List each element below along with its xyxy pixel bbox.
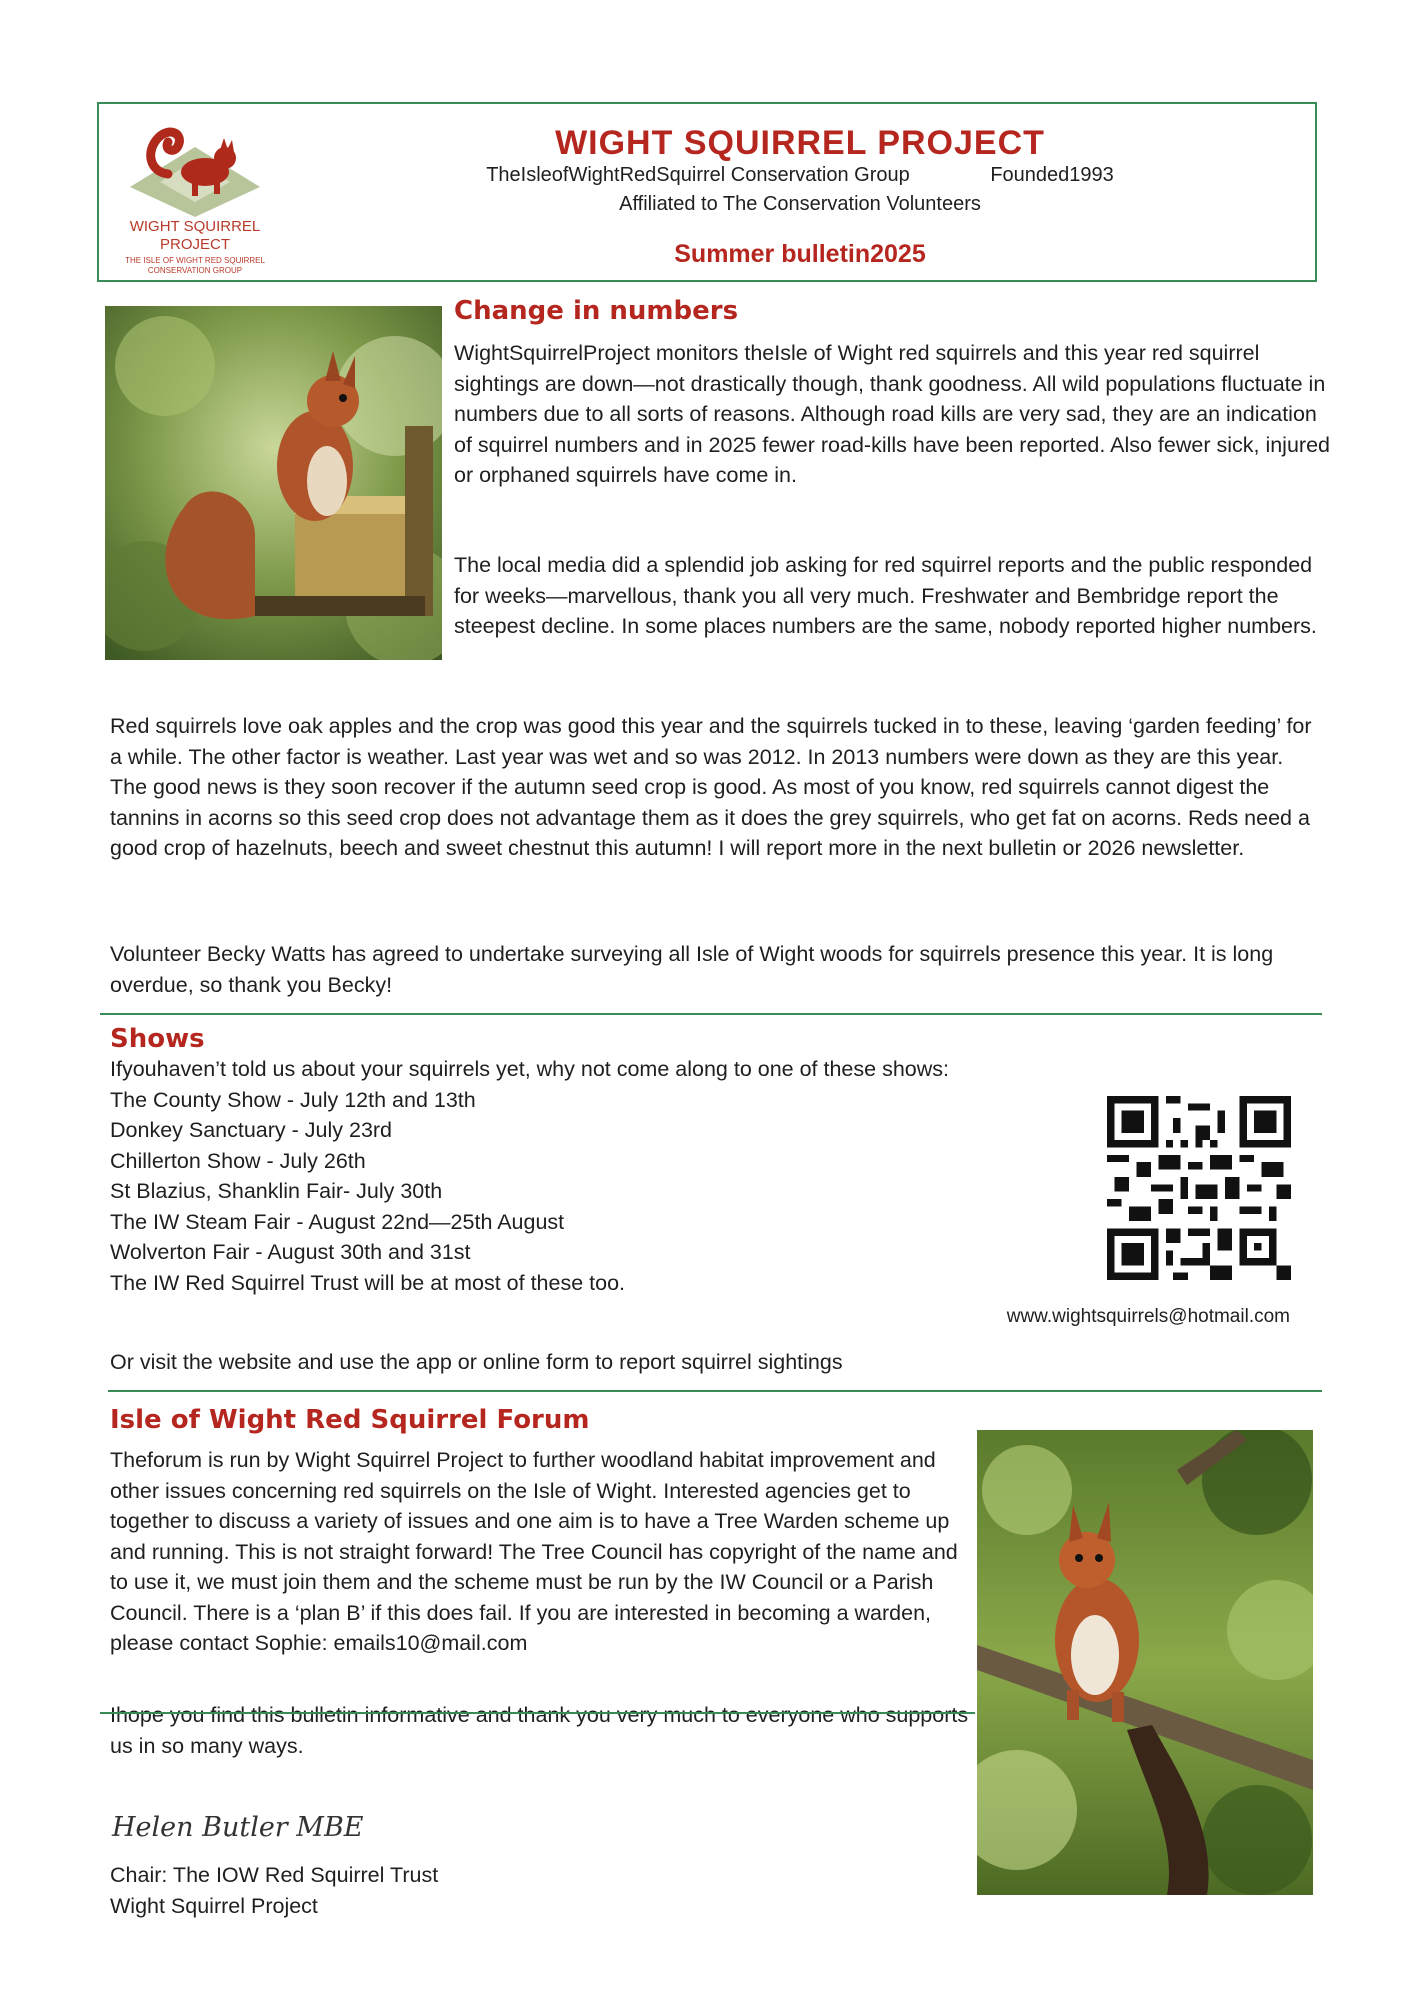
qr-code-icon: [1107, 1096, 1291, 1280]
website-note: Or visit the website and use the app or online form to report squirrel sightings: [110, 1350, 843, 1374]
signoff-role: Chair: The IOW Red Squirrel Trust: [110, 1863, 439, 1887]
logo-line3: THE ISLE OF WIGHT RED SQUIRREL: [125, 256, 265, 265]
qr-code[interactable]: [1107, 1096, 1291, 1280]
affiliation: Affiliated to The Conservation Volunteers: [619, 193, 981, 215]
bulletin-title: Summer bulletin2025: [674, 240, 926, 268]
change-para-1: WightSquirrelProject monitors theIsle of Wight red squirrels and this year red squirrel sightings are down—not drastically though, thank goodness. All wild populations fluctuate in numbers due to all sorts of reasons. Although road kills are very sad, they are an indication of squirrel numbers and in 2025 fewer road-kills have been reported. Also fewer sick, injured or orphaned squirrels have come in.: [454, 341, 1330, 487]
change-para-4: Volunteer Becky Watts has agreed to undertake surveying all Isle of Wight woods for squirrels presence this year. It is long overdue, so thank you Becky!: [110, 942, 1274, 997]
squirrel-logo-icon: [120, 112, 270, 222]
contact-email-link[interactable]: www.wightsquirrels@hotmail.com: [1006, 1306, 1290, 1327]
section-heading: Change in numbers: [454, 296, 739, 326]
group-name: TheIsleofWightRedSquirrel Conservation Group: [486, 164, 910, 186]
header-subtitle: [300, 164, 1300, 187]
logo-line4: CONSERVATION GROUP: [147, 266, 243, 275]
list-item: The County Show - July 12th and 13th: [110, 1087, 476, 1112]
signoff-block: [110, 1860, 810, 1921]
section-heading: Isle of Wight Red Squirrel Forum: [110, 1405, 590, 1435]
strike-line: [100, 1712, 975, 1714]
section-heading: Shows: [110, 1024, 205, 1054]
founded-year: Founded1993: [990, 164, 1114, 186]
list-item: St Blazius, Shanklin Fair- July 30th: [110, 1179, 443, 1203]
list-item: Donkey Sanctuary - July 23rd: [110, 1118, 393, 1142]
shows-intro: Ifyouhaven’t told us about your squirrels yet, why not come along to one of these shows:: [110, 1057, 949, 1081]
shows-list: [110, 1054, 949, 1298]
page-title: WIGHT SQUIRREL PROJECT: [555, 124, 1045, 162]
shows-section: [110, 1024, 949, 1298]
logo-line2: PROJECT: [159, 236, 230, 253]
squirrel-on-branch-photo: [977, 1430, 1313, 1895]
change-para-3: Red squirrels love oak apples and the crop was good this year and the squirrels tucked in to these, leaving ‘garden feeding’ for a while. The other factor is weather. Last year was wet and so was 2012. In 2013 numbers were down as they are this year. The good news is they soon recover if the autumn seed crop is good. As most of you know, red squirrels cannot digest the tannins in acorns so this seed crop does not advantage them as it does the grey squirrels, who get fat on acorns. Reds need a good crop of hazelnuts, beech and sweet chestnut this autumn! I will report more in the next bulletin or 2026 newsletter.: [110, 714, 1312, 860]
list-item: Wolverton Fair - August 30th and 31st: [110, 1240, 471, 1264]
forum-section: [110, 1405, 990, 1435]
forum-para-1: Theforum is run by Wight Squirrel Project to further woodland habitat improvement and other issues concerning red squirrels on the Isle of Wight. Interested agencies get to together to discuss a variety of issues and one aim is to have a Tree Warden scheme up and running. This is not straight forward! The Tree Council has copyright of the name and to use it, we must join them and the scheme must be run by the IW Council or a Parish Council. There is a ‘plan B’ if this does fail. If you are interested in becoming a warden, please contact Sophie: emails10@mail.com: [110, 1448, 958, 1655]
forum-para-2: Ihope you find this bulletin informative and thank you very much to everyone who supports us in so many ways.: [110, 1703, 969, 1758]
signature: Helen Butler MBE: [112, 1812, 364, 1843]
list-item: Chillerton Show - July 26th: [110, 1148, 366, 1173]
project-logo: [120, 112, 270, 277]
section-divider: [100, 1013, 1322, 1015]
change-in-numbers-section: [454, 296, 1334, 326]
change-para-2: The local media did a splendid job asking for red squirrel reports and the public responded for weeks—marvellous, thank you all very much. Freshwater and Bembridge report the steepest decline. In some places numbers are the same, nobody reported higher numbers.: [454, 553, 1317, 638]
section-divider: [108, 1390, 1322, 1392]
list-item: The IW Steam Fair - August 22nd—25th August: [110, 1209, 565, 1234]
signoff-role: Wight Squirrel Project: [110, 1893, 318, 1918]
list-item: The IW Red Squirrel Trust will be at most of these too.: [110, 1270, 626, 1295]
squirrel-on-feeder-photo: [105, 306, 442, 660]
logo-line1: WIGHT SQUIRREL: [129, 218, 261, 235]
